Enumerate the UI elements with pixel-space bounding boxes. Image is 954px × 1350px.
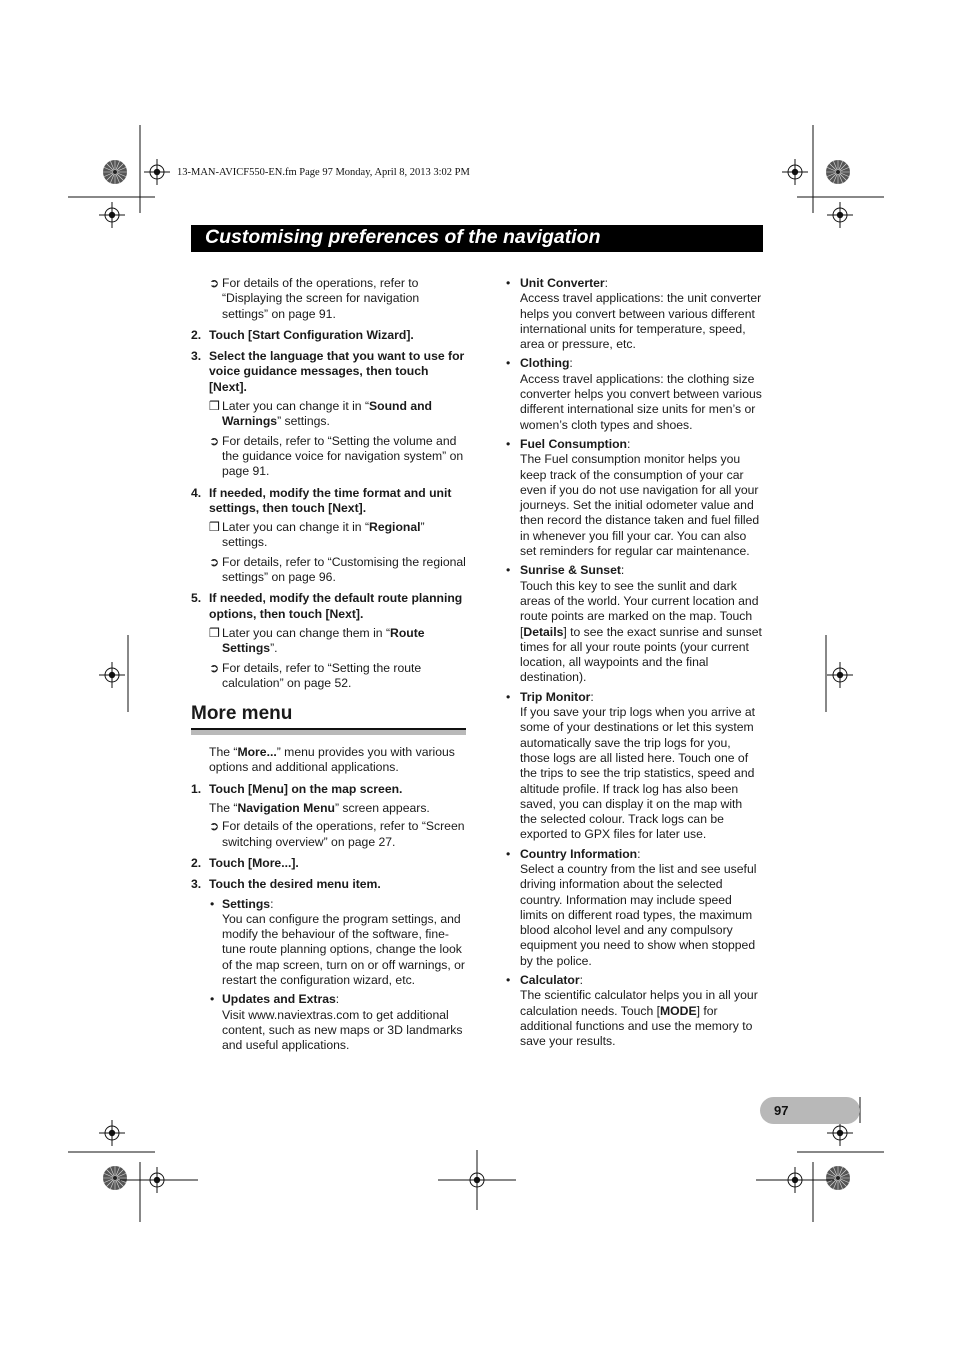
arrow-icon: ➲ bbox=[209, 554, 220, 569]
step-3: 3. Select the language that you want to use for voice guidance messages, then touch [Next]. bbox=[191, 349, 465, 394]
menu-item-unit-converter: • Unit Converter: Access travel applications: the unit converter helps you convert between various different international units for temperature, speed, area or pressure, etc. bbox=[506, 276, 762, 352]
step-result: The “Navigation Menu” screen appears. bbox=[209, 801, 430, 816]
bullet-icon: • bbox=[506, 846, 511, 861]
more-step-3: 3. Touch the desired menu item. bbox=[191, 877, 381, 892]
bullet-icon: • bbox=[210, 992, 215, 1007]
file-info: 13-MAN-AVICF550-EN.fm Page 97 Monday, April 8, 2013 3:02 PM bbox=[177, 167, 470, 178]
checkbox-icon: ❒ bbox=[209, 520, 220, 535]
more-menu-intro: The “More...” menu provides you with various options and additional applications. bbox=[209, 745, 455, 775]
arrow-icon: ➲ bbox=[209, 276, 220, 290]
bullet-icon: • bbox=[506, 973, 511, 988]
menu-item-country-information: • Country Information: Select a country from the list and see useful driving information about the selected country. Information may include speed limits on different road types, the maximum blood alcohol level and any compulsory equipment you need to show when stopped by the police. bbox=[506, 846, 757, 968]
bullet-icon: • bbox=[506, 563, 511, 578]
check-note: ❒ Later you can change them in “Route Settings”. bbox=[209, 625, 425, 656]
arrow-icon: ➲ bbox=[209, 433, 220, 448]
arrow-icon: ➲ bbox=[209, 660, 220, 675]
divider bbox=[191, 730, 466, 735]
menu-item-settings: • Settings: You can configure the program settings, and modify the behaviour of the software, fine-tune route planning options, change the look of the map screen, turn on or off warnings, or restart the configuration wizard, etc. bbox=[210, 896, 465, 987]
check-note: ❒ Later you can change it in “Regional” settings. bbox=[209, 520, 425, 550]
more-step-2: 2. Touch [More...]. bbox=[191, 855, 299, 870]
note: ➲ For details, refer to “Customising the regional settings” on page 96. bbox=[209, 554, 466, 585]
checkbox-icon: ❒ bbox=[209, 399, 220, 414]
menu-item-fuel-consumption: • Fuel Consumption: The Fuel consumption monitor helps you keep track of the consumption of your car even if you do not use navigation for all your journeys. Set the initial odometer value and then record the distance taken and fuel filled in whenever you fill your car. You can also set reminders for regular car maintenance. bbox=[506, 436, 760, 559]
section-header bbox=[191, 225, 763, 252]
note: ➲ For details, refer to “Setting the route calculation” on page 52. bbox=[209, 660, 422, 690]
menu-item-sunrise-sunset: • Sunrise & Sunset: Touch this key to see the sunlit and dark areas of the world. Your current location and route points are marked on the map. Touch [Details] to see the exact sunrise and sunset times for all your route points (your current location, all waypoints and the final destination). bbox=[506, 563, 762, 685]
more-step-1: 1. Touch [Menu] on the map screen. bbox=[191, 781, 403, 796]
header-title: Customising preferences of the navigation bbox=[205, 226, 601, 248]
page-number: 97 bbox=[774, 1103, 789, 1118]
note: ➲ For details of the operations, refer to “Screen switching overview” on page 27. bbox=[209, 819, 465, 849]
left-column bbox=[191, 276, 466, 1057]
step-4: 4. If needed, modify the time format and unit settings, then touch [Next]. bbox=[191, 485, 452, 515]
note: ➲ For details of the operations, refer to “Displaying the screen for navigation settings” on page 91. bbox=[209, 276, 420, 321]
checkbox-icon: ❒ bbox=[209, 625, 220, 640]
more-menu-title: More menu bbox=[191, 703, 293, 725]
menu-item-clothing: • Clothing: Access travel applications: the clothing size converter helps you convert between various different international size units for men’s or women’s cloth types and shoes. bbox=[506, 356, 762, 432]
check-note: ❒ Later you can change it in “Sound and Warnings” settings. bbox=[209, 399, 432, 429]
bullet-icon: • bbox=[506, 689, 511, 704]
note: ➲ For details, refer to “Setting the volume and the guidance voice for navigation system” on page 91. bbox=[209, 433, 464, 479]
step-5: 5. If needed, modify the default route planning options, then touch [Next]. bbox=[191, 591, 463, 621]
page-number-tab bbox=[760, 1097, 860, 1124]
menu-item-trip-monitor: • Trip Monitor: If you save your trip logs when you arrive at some of your destinations or let this system automatically save the trip logs for you, those logs are all listed here. Touch one of the trips to see the trip statistics, speed and altitude profile. If track log has also been saved, you can display it on the map with the selected colour. Track logs can be exported to GPX files for later use. bbox=[506, 689, 756, 842]
menu-item-updates-extras: • Updates and Extras: Visit www.naviextras.com to get additional content, such as new maps or 3D landmarks and useful applications. bbox=[210, 992, 463, 1053]
right-column bbox=[506, 276, 762, 1054]
arrow-icon: ➲ bbox=[209, 819, 220, 834]
menu-item-calculator: • Calculator: The scientific calculator helps you in all your calculation needs. Touch [MODE] for additional functions and use the memory to save your results. bbox=[506, 973, 758, 1049]
bullet-icon: • bbox=[210, 896, 215, 911]
bullet-icon: • bbox=[506, 276, 511, 290]
bullet-icon: • bbox=[506, 356, 511, 371]
step-2: 2. Touch [Start Configuration Wizard]. bbox=[191, 327, 414, 342]
bullet-icon: • bbox=[506, 436, 511, 451]
